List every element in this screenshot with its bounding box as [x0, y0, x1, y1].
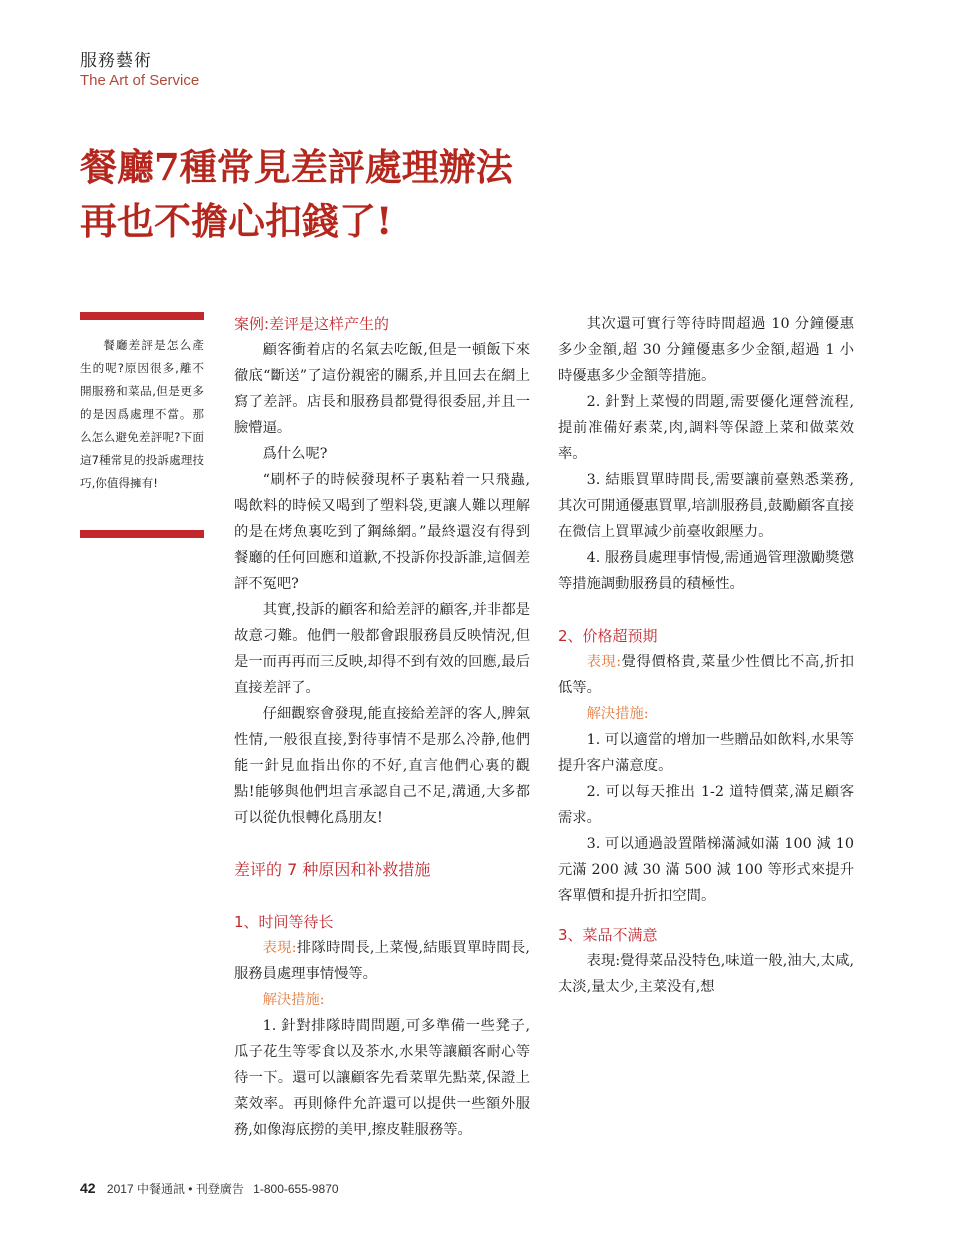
section-1-fix-4: 4. 服務員處理事情慢,需通過管理激勵獎懲等措施調動服務員的積極性。 [558, 550, 854, 592]
publication-name: 2017 中餐通訊 • 刊登廣告 [106, 1182, 244, 1196]
fix-label: 解決措施: [262, 992, 325, 1008]
fix-label: 解決措施: [586, 706, 649, 722]
page-number: 42 [80, 1180, 96, 1196]
section-1-fix-2: 2. 針對上菜慢的問題,需要優化運營流程,提前准備好素菜,肉,調料等保證上菜和做菜效率。 [558, 394, 854, 462]
case-heading: 案例:差评是这样产生的 [234, 315, 390, 333]
column-right [558, 311, 854, 1000]
section-1-symptom [234, 935, 530, 987]
spacer [234, 831, 530, 857]
section-subtitle: The Art of Service [80, 72, 200, 89]
section-1-fix-1: 1. 針對排隊時間問題,可多準備一些凳子,瓜子花生等零食以及茶水,水果等讓顧客耐心等待一下。還可以讓顧客先看菜單先點菜,保證上菜效率。再則條件允許還可以提供一些額外服務,如像海底撈的美甲,擦皮鞋服務等。 [234, 1018, 530, 1138]
article-title-line2: 再也不擔心扣錢了! [80, 199, 393, 243]
section-3-heading: 3、菜品不满意 [558, 926, 658, 944]
section-1-fix-1b: 其次還可實行等待時間超過 10 分鐘優惠多少金額,超 30 分鐘優惠多少金額,超過 1 小時優惠多少金額等措施。 [558, 316, 854, 384]
sidebar-summary: 餐廳差評是怎么產生的呢?原因很多,離不開服務和菜品,但是更多的是因爲處理不當。那么怎么避免差評呢?下面這7種常見的投訴處理技巧,你值得擁有! [80, 338, 204, 490]
sidebar-top-rule [80, 312, 204, 320]
column-left [234, 311, 530, 1143]
section-2-heading: 2、价格超预期 [558, 627, 658, 645]
spacer [558, 909, 854, 922]
section-2-fix-label-row [558, 701, 854, 727]
section-2-fix-2: 2. 可以每天推出 1-2 道特價菜,滿足顧客需求。 [558, 784, 854, 826]
case-paragraph: 其實,投訴的顧客和給差評的顧客,并非都是故意刁難。他們一般都會跟服務員反映情況,但是一而再再而三反映,却得不到有效的回應,最后直接差評了。 [234, 602, 530, 696]
case-paragraph: “刷杯子的時候發現杯子裏粘着一只飛蟲,喝飲料的時候又喝到了塑料袋,更讓人難以理解的是在烤魚裏吃到了鋼絲網。”最終還沒有得到餐廳的任何回應和道歉,不投訴你投訴誰,這個差評不冤吧? [234, 472, 530, 592]
spacer [558, 597, 854, 623]
case-paragraph: 爲什么呢? [262, 446, 328, 462]
phone-number: 1-800-655-9870 [253, 1182, 339, 1196]
symptom-label: 表現: [586, 654, 622, 670]
main-heading: 差评的 7 种原因和补救措施 [234, 860, 431, 879]
section-2-fix-3: 3. 可以通過設置階梯滿減如滿 100 減 10 元滿 200 減 30 滿 500 減 100 等形式來提升客單價和提升折扣空間。 [558, 836, 854, 904]
sidebar-bottom-rule [80, 530, 204, 538]
section-title: 服務藝術 [80, 51, 152, 71]
symptom-text: 排隊時間長,上菜慢,結賬買單時間長,服務員處理事情慢等。 [234, 940, 530, 982]
case-paragraph: 仔細觀察會發現,能直接給差評的客人,脾氣性情,一般很直接,對待事情不是那么冷静,他們能一針見血指出你的不好,直言他們心裏的觀點!能够與他們坦言承認自己不足,溝通,大多都可以從仇恨轉化爲朋友! [234, 706, 530, 826]
spacer [234, 883, 530, 909]
section-3-symptom: 表現:覺得菜品没特色,味道一般,油大,太咸,太淡,量太少,主菜没有,想 [558, 953, 854, 995]
section-1-fix-label-row [234, 987, 530, 1013]
article-title [80, 140, 600, 248]
section-2-symptom [558, 649, 854, 701]
article-title-line1: 餐廳7種常見差評處理辦法 [80, 145, 513, 189]
section-2-fix-1: 1. 可以適當的增加一些贈品如飲料,水果等提升客户滿意度。 [558, 732, 854, 774]
page-footer [80, 1180, 339, 1197]
section-1-heading: 1、时间等待长 [234, 913, 334, 931]
symptom-text: 覺得價格貴,菜量少性價比不高,折扣低等。 [558, 654, 854, 696]
symptom-label: 表現: [262, 940, 297, 956]
case-paragraph: 顧客衝着店的名氣去吃飯,但是一頓飯下來徹底“斷送”了這份親密的關系,并且回去在網上寫了差評。店長和服務員都覺得很委屈,并且一臉懵逼。 [234, 342, 530, 436]
section-1-fix-3: 3. 結賬買單時間長,需要讓前臺熟悉業務,其次可開通優惠買單,培訓服務員,鼓勵顧客直接在微信上買單減少前臺收銀壓力。 [558, 472, 854, 540]
